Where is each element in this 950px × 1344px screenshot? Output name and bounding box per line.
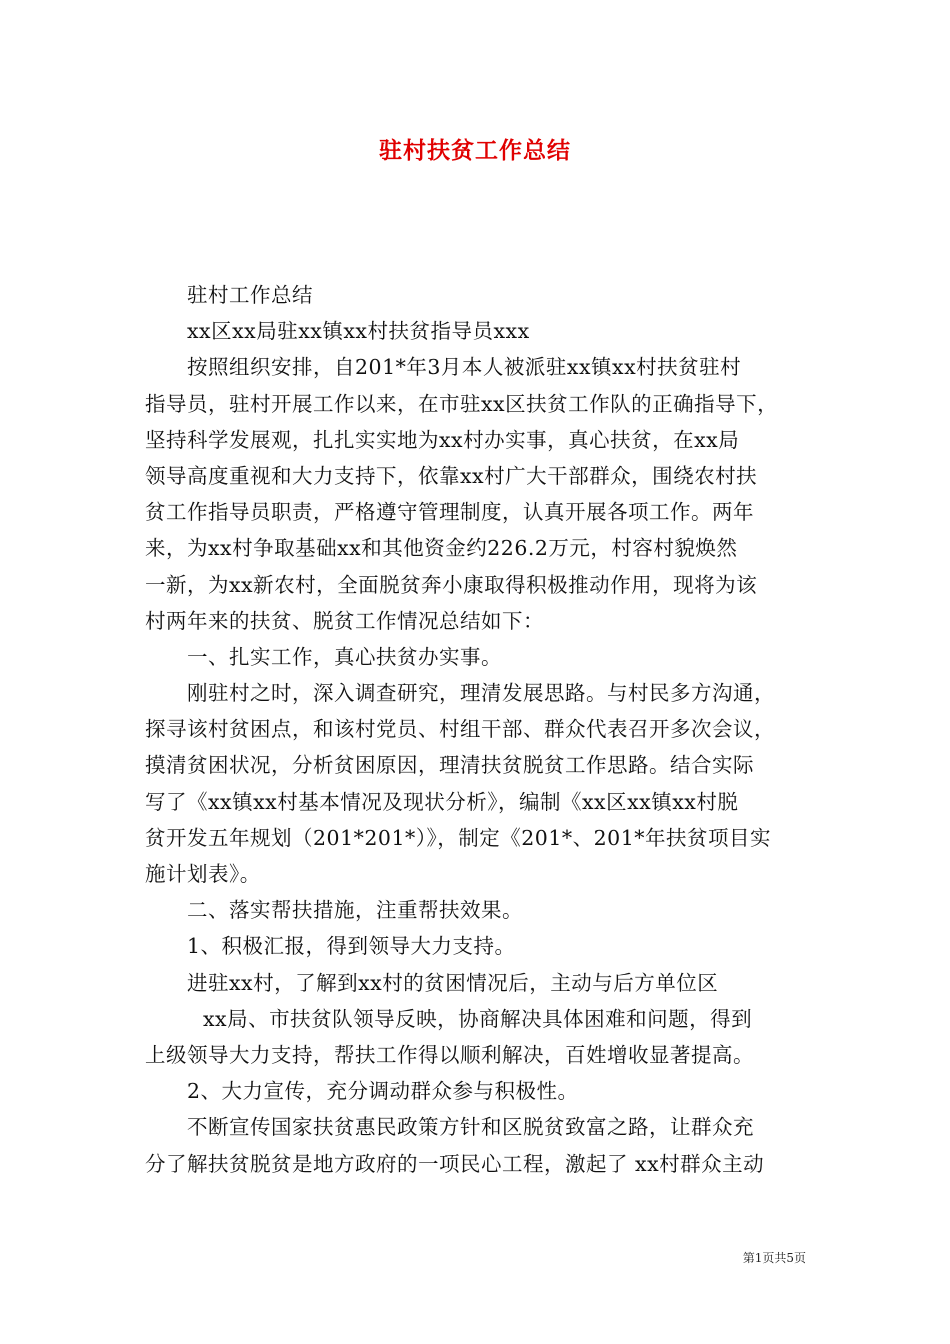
- paragraph-line: 贫开发五年规划（201*201*）》，制定《201*、201*年扶贫项目实: [145, 825, 772, 850]
- document-body: [145, 277, 810, 1182]
- paragraph-line: 刚驻村之时，深入调查研究，理清发展思路。与村民多方沟通，: [187, 681, 775, 706]
- page-number: 第1页共5页: [742, 1251, 806, 1265]
- paragraph-line: 写了《xx镇xx村基本情况及现状分析》，编制《xx区xx镇xx村脱: [145, 789, 739, 814]
- section-heading: 二、落实帮扶措施，注重帮扶效果。: [187, 898, 523, 923]
- paragraph-line: 来，为xx村争取基础xx和其他资金约226.2万元，村容村貌焕然: [145, 536, 738, 561]
- section-heading: 一、扎实工作，真心扶贫办实事。: [187, 644, 502, 669]
- paragraph-line: 指导员，驻村开展工作以来，在市驻xx区扶贫工作队的正确指导下，: [145, 391, 779, 416]
- paragraph-line: 施计划表》。: [145, 862, 261, 886]
- paragraph-line: xx局、市扶贫队领导反映，协商解决具体困难和问题，得到: [203, 1006, 753, 1031]
- paragraph-line: 探寻该村贫困点，和该村党员、村组干部、群众代表召开多次会议，: [145, 717, 775, 742]
- document-title: 驻村扶贫工作总结: [379, 138, 571, 164]
- paragraph-line: 进驻xx村，了解到xx村的贫困情况后，主动与后方单位区: [187, 970, 719, 995]
- paragraph-line: 上级领导大力支持，帮扶工作得以顺利解决，百姓增收显著提高。: [145, 1042, 754, 1067]
- paragraph-line: 一新，为xx新农村，全面脱贫奔小康取得积极推动作用，现将为该: [145, 572, 758, 597]
- paragraph-line: 摸清贫困状况，分析贫困原因，理清扶贫脱贫工作思路。结合实际: [145, 753, 754, 778]
- paragraph-line: xx区xx局驻xx镇xx村扶贫指导员xxx: [187, 319, 530, 344]
- paragraph-line: 驻村工作总结: [187, 283, 313, 307]
- paragraph-line: 坚持科学发展观，扎扎实实地为xx村办实事，真心扶贫，在xx局: [145, 427, 740, 452]
- paragraph-line: 分了解扶贫脱贫是地方政府的一项民心工程，激起了 xx村群众主动: [145, 1151, 765, 1176]
- subsection-heading: 2、大力宣传，充分调动群众参与积极性。: [187, 1079, 579, 1104]
- paragraph-line: 按照组织安排，自201*年3月本人被派驻xx镇xx村扶贫驻村: [187, 355, 742, 380]
- paragraph-line: 领导高度重视和大力支持下，依靠xx村广大干部群众，围绕农村扶: [145, 463, 758, 488]
- paragraph-line: 不断宣传国家扶贫惠民政策方针和区脱贫致富之路，让群众充: [187, 1115, 754, 1140]
- paragraph-line: 贫工作指导员职责，严格遵守管理制度，认真开展各项工作。两年: [145, 500, 754, 525]
- subsection-heading: 1、积极汇报，得到领导大力支持。: [187, 934, 516, 959]
- paragraph-line: 村两年来的扶贫、脱贫工作情况总结如下：: [145, 608, 544, 633]
